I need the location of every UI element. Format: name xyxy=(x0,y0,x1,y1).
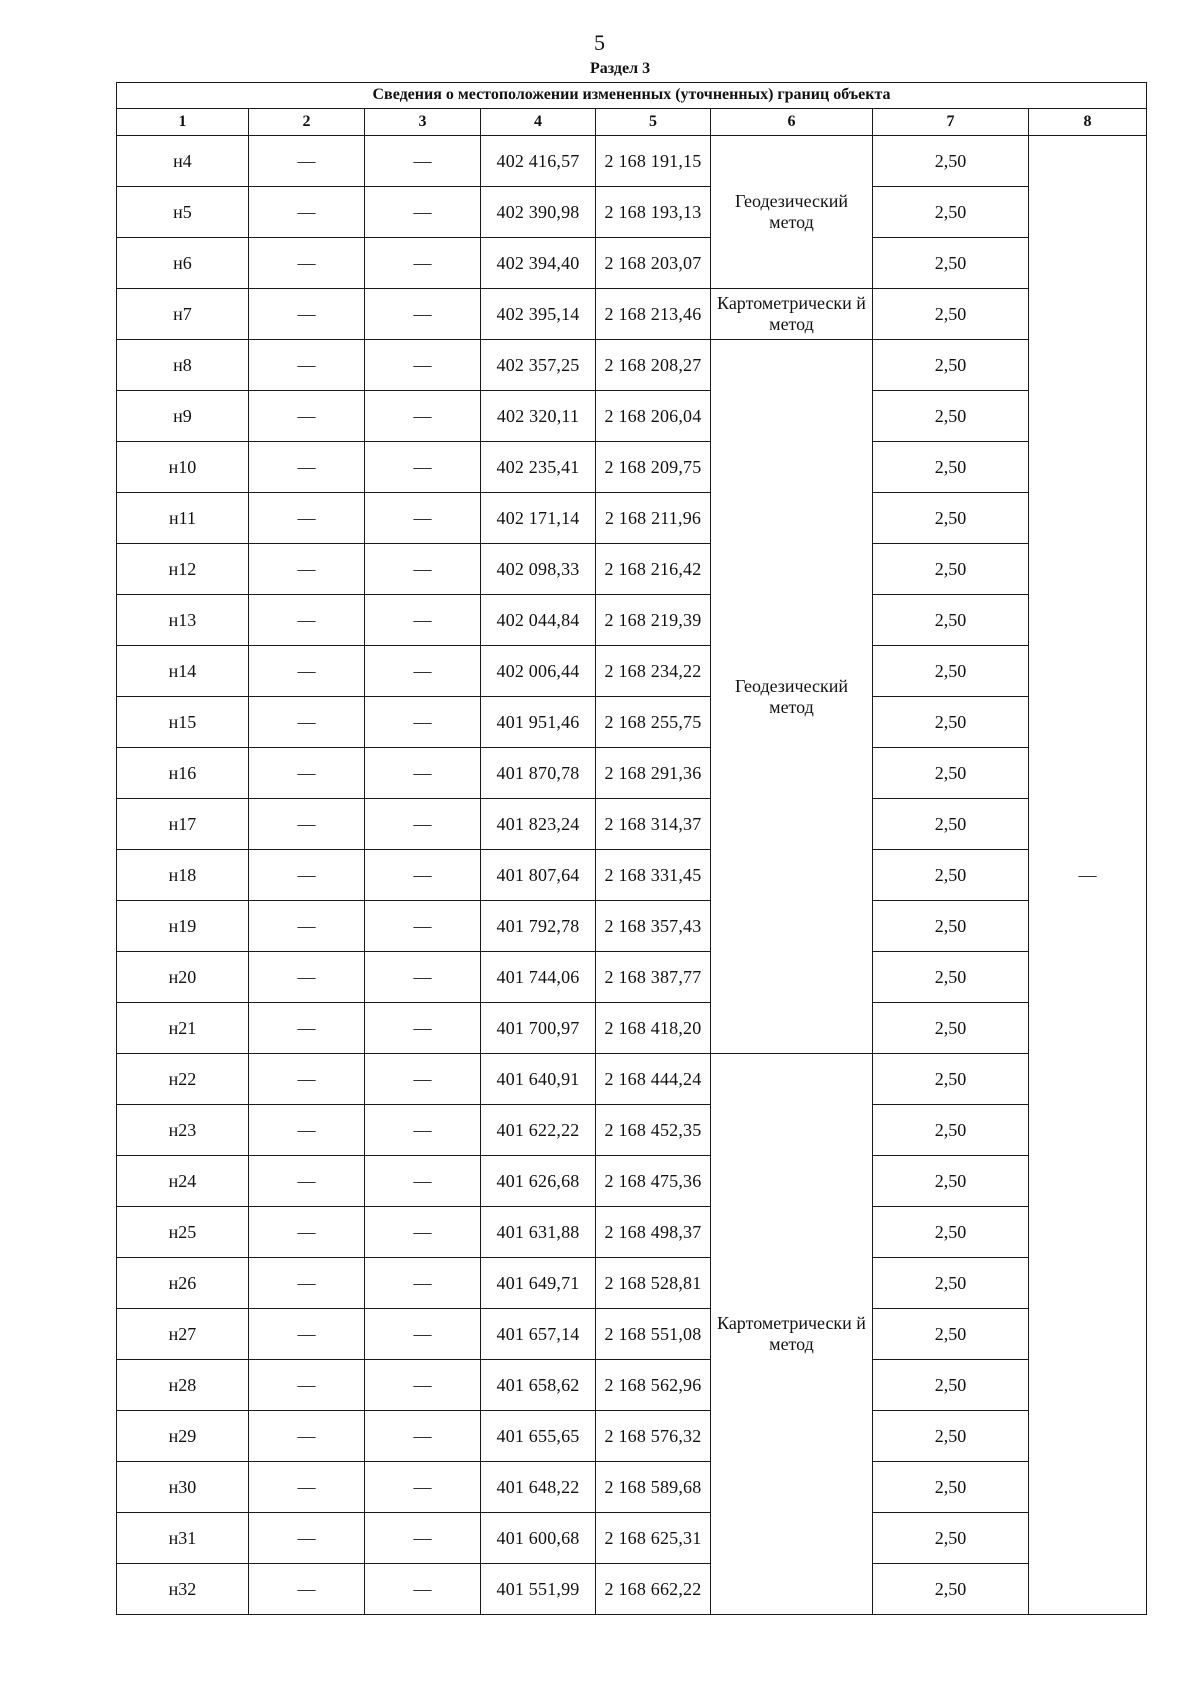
column-3-cell: — xyxy=(365,799,481,850)
point-name-cell: н16 xyxy=(117,748,249,799)
column-2-cell: — xyxy=(249,340,365,391)
column-3-cell: — xyxy=(365,901,481,952)
point-name-cell: н23 xyxy=(117,1105,249,1156)
column-2-cell: — xyxy=(249,442,365,493)
column-2-cell: — xyxy=(249,1462,365,1513)
column-2-cell: — xyxy=(249,1003,365,1054)
y-coordinate-cell: 2 168 576,32 xyxy=(596,1411,711,1462)
column-2-cell: — xyxy=(249,1411,365,1462)
column-2-cell: — xyxy=(249,1105,365,1156)
table-row xyxy=(117,952,1147,1003)
x-coordinate-cell: 401 700,97 xyxy=(481,1003,596,1054)
column-number-row xyxy=(117,109,1147,136)
y-coordinate-cell: 2 168 562,96 xyxy=(596,1360,711,1411)
accuracy-cell: 2,50 xyxy=(873,1411,1029,1462)
accuracy-cell: 2,50 xyxy=(873,1054,1029,1105)
column-3-cell: — xyxy=(365,1258,481,1309)
column-3-cell: — xyxy=(365,493,481,544)
accuracy-cell: 2,50 xyxy=(873,1564,1029,1615)
x-coordinate-cell: 402 394,40 xyxy=(481,238,596,289)
x-coordinate-cell: 401 951,46 xyxy=(481,697,596,748)
column-2-cell: — xyxy=(249,1258,365,1309)
y-coordinate-cell: 2 168 475,36 xyxy=(596,1156,711,1207)
table-row xyxy=(117,136,1147,187)
accuracy-cell: 2,50 xyxy=(873,187,1029,238)
column-2-cell: — xyxy=(249,1360,365,1411)
column-3-cell: — xyxy=(365,1411,481,1462)
y-coordinate-cell: 2 168 444,24 xyxy=(596,1054,711,1105)
column-3-cell: — xyxy=(365,748,481,799)
x-coordinate-cell: 401 600,68 xyxy=(481,1513,596,1564)
column-number: 4 xyxy=(481,109,596,136)
x-coordinate-cell: 402 320,11 xyxy=(481,391,596,442)
accuracy-cell: 2,50 xyxy=(873,1003,1029,1054)
x-coordinate-cell: 401 658,62 xyxy=(481,1360,596,1411)
column-3-cell: — xyxy=(365,1105,481,1156)
table-row xyxy=(117,442,1147,493)
table-row xyxy=(117,1156,1147,1207)
table-row xyxy=(117,850,1147,901)
point-name-cell: н9 xyxy=(117,391,249,442)
x-coordinate-cell: 401 631,88 xyxy=(481,1207,596,1258)
x-coordinate-cell: 402 006,44 xyxy=(481,646,596,697)
column-2-cell: — xyxy=(249,1564,365,1615)
table-row xyxy=(117,544,1147,595)
accuracy-cell: 2,50 xyxy=(873,1258,1029,1309)
accuracy-cell: 2,50 xyxy=(873,901,1029,952)
accuracy-cell: 2,50 xyxy=(873,850,1029,901)
x-coordinate-cell: 402 357,25 xyxy=(481,340,596,391)
accuracy-cell: 2,50 xyxy=(873,748,1029,799)
column-number: 6 xyxy=(711,109,873,136)
method-cell: Картометрически й метод xyxy=(711,1054,873,1615)
x-coordinate-cell: 401 807,64 xyxy=(481,850,596,901)
table-row xyxy=(117,748,1147,799)
x-coordinate-cell: 401 551,99 xyxy=(481,1564,596,1615)
x-coordinate-cell: 402 171,14 xyxy=(481,493,596,544)
column-3-cell: — xyxy=(365,850,481,901)
point-name-cell: н17 xyxy=(117,799,249,850)
column-3-cell: — xyxy=(365,1564,481,1615)
column-2-cell: — xyxy=(249,238,365,289)
point-name-cell: н8 xyxy=(117,340,249,391)
table-row xyxy=(117,1564,1147,1615)
column-2-cell: — xyxy=(249,1309,365,1360)
column-number: 1 xyxy=(117,109,249,136)
accuracy-cell: 2,50 xyxy=(873,697,1029,748)
column-3-cell: — xyxy=(365,1462,481,1513)
y-coordinate-cell: 2 168 255,75 xyxy=(596,697,711,748)
point-name-cell: н18 xyxy=(117,850,249,901)
table-row xyxy=(117,1309,1147,1360)
table-row xyxy=(117,187,1147,238)
x-coordinate-cell: 401 655,65 xyxy=(481,1411,596,1462)
column-2-cell: — xyxy=(249,952,365,1003)
y-coordinate-cell: 2 168 193,13 xyxy=(596,187,711,238)
y-coordinate-cell: 2 168 551,08 xyxy=(596,1309,711,1360)
y-coordinate-cell: 2 168 357,43 xyxy=(596,901,711,952)
accuracy-cell: 2,50 xyxy=(873,493,1029,544)
column-2-cell: — xyxy=(249,646,365,697)
column-number: 7 xyxy=(873,109,1029,136)
accuracy-cell: 2,50 xyxy=(873,799,1029,850)
accuracy-cell: 2,50 xyxy=(873,340,1029,391)
x-coordinate-cell: 402 416,57 xyxy=(481,136,596,187)
table-row xyxy=(117,1054,1147,1105)
y-coordinate-cell: 2 168 203,07 xyxy=(596,238,711,289)
column-3-cell: — xyxy=(365,1309,481,1360)
point-name-cell: н21 xyxy=(117,1003,249,1054)
column-3-cell: — xyxy=(365,1513,481,1564)
point-name-cell: н19 xyxy=(117,901,249,952)
method-cell: Геодезический метод xyxy=(711,340,873,1054)
x-coordinate-cell: 402 098,33 xyxy=(481,544,596,595)
column-3-cell: — xyxy=(365,1054,481,1105)
column-2-cell: — xyxy=(249,799,365,850)
column-3-cell: — xyxy=(365,187,481,238)
column-8-cell: — xyxy=(1029,136,1147,1615)
table-row xyxy=(117,238,1147,289)
accuracy-cell: 2,50 xyxy=(873,952,1029,1003)
column-3-cell: — xyxy=(365,646,481,697)
table-row xyxy=(117,646,1147,697)
y-coordinate-cell: 2 168 209,75 xyxy=(596,442,711,493)
table-row xyxy=(117,391,1147,442)
x-coordinate-cell: 402 395,14 xyxy=(481,289,596,340)
point-name-cell: н30 xyxy=(117,1462,249,1513)
column-3-cell: — xyxy=(365,1003,481,1054)
y-coordinate-cell: 2 168 331,45 xyxy=(596,850,711,901)
point-name-cell: н32 xyxy=(117,1564,249,1615)
table-row xyxy=(117,340,1147,391)
y-coordinate-cell: 2 168 291,36 xyxy=(596,748,711,799)
column-3-cell: — xyxy=(365,595,481,646)
x-coordinate-cell: 401 648,22 xyxy=(481,1462,596,1513)
point-name-cell: н12 xyxy=(117,544,249,595)
table-row xyxy=(117,697,1147,748)
table-row xyxy=(117,595,1147,646)
y-coordinate-cell: 2 168 206,04 xyxy=(596,391,711,442)
point-name-cell: н22 xyxy=(117,1054,249,1105)
y-coordinate-cell: 2 168 191,15 xyxy=(596,136,711,187)
column-2-cell: — xyxy=(249,136,365,187)
point-name-cell: н26 xyxy=(117,1258,249,1309)
column-3-cell: — xyxy=(365,136,481,187)
accuracy-cell: 2,50 xyxy=(873,1105,1029,1156)
accuracy-cell: 2,50 xyxy=(873,1462,1029,1513)
point-name-cell: н28 xyxy=(117,1360,249,1411)
table-row xyxy=(117,1462,1147,1513)
table-row xyxy=(117,901,1147,952)
y-coordinate-cell: 2 168 498,37 xyxy=(596,1207,711,1258)
table-row xyxy=(117,799,1147,850)
column-2-cell: — xyxy=(249,1207,365,1258)
column-3-cell: — xyxy=(365,1156,481,1207)
accuracy-cell: 2,50 xyxy=(873,646,1029,697)
accuracy-cell: 2,50 xyxy=(873,1360,1029,1411)
y-coordinate-cell: 2 168 213,46 xyxy=(596,289,711,340)
table-caption: Сведения о местоположении измененных (уточненных) границ объекта xyxy=(117,83,1147,109)
accuracy-cell: 2,50 xyxy=(873,1156,1029,1207)
table-row xyxy=(117,1105,1147,1156)
column-3-cell: — xyxy=(365,697,481,748)
method-cell: Геодезический метод xyxy=(711,136,873,289)
x-coordinate-cell: 402 235,41 xyxy=(481,442,596,493)
x-coordinate-cell: 401 870,78 xyxy=(481,748,596,799)
column-3-cell: — xyxy=(365,1360,481,1411)
table-body xyxy=(117,136,1147,1615)
column-2-cell: — xyxy=(249,748,365,799)
x-coordinate-cell: 401 649,71 xyxy=(481,1258,596,1309)
column-2-cell: — xyxy=(249,850,365,901)
x-coordinate-cell: 401 744,06 xyxy=(481,952,596,1003)
column-number: 3 xyxy=(365,109,481,136)
column-2-cell: — xyxy=(249,391,365,442)
column-2-cell: — xyxy=(249,697,365,748)
table-row xyxy=(117,1360,1147,1411)
x-coordinate-cell: 402 390,98 xyxy=(481,187,596,238)
page-number: 5 xyxy=(594,30,605,55)
y-coordinate-cell: 2 168 528,81 xyxy=(596,1258,711,1309)
y-coordinate-cell: 2 168 418,20 xyxy=(596,1003,711,1054)
y-coordinate-cell: 2 168 589,68 xyxy=(596,1462,711,1513)
point-name-cell: н11 xyxy=(117,493,249,544)
point-name-cell: н7 xyxy=(117,289,249,340)
point-name-cell: н27 xyxy=(117,1309,249,1360)
accuracy-cell: 2,50 xyxy=(873,136,1029,187)
column-3-cell: — xyxy=(365,952,481,1003)
point-name-cell: н29 xyxy=(117,1411,249,1462)
y-coordinate-cell: 2 168 234,22 xyxy=(596,646,711,697)
point-name-cell: н13 xyxy=(117,595,249,646)
y-coordinate-cell: 2 168 219,39 xyxy=(596,595,711,646)
column-2-cell: — xyxy=(249,493,365,544)
accuracy-cell: 2,50 xyxy=(873,1207,1029,1258)
column-3-cell: — xyxy=(365,391,481,442)
column-2-cell: — xyxy=(249,187,365,238)
y-coordinate-cell: 2 168 452,35 xyxy=(596,1105,711,1156)
table-row xyxy=(117,1513,1147,1564)
column-2-cell: — xyxy=(249,1156,365,1207)
point-name-cell: н14 xyxy=(117,646,249,697)
accuracy-cell: 2,50 xyxy=(873,442,1029,493)
accuracy-cell: 2,50 xyxy=(873,1309,1029,1360)
table-row xyxy=(117,1207,1147,1258)
column-2-cell: — xyxy=(249,289,365,340)
accuracy-cell: 2,50 xyxy=(873,595,1029,646)
x-coordinate-cell: 401 657,14 xyxy=(481,1309,596,1360)
point-name-cell: н20 xyxy=(117,952,249,1003)
point-name-cell: н10 xyxy=(117,442,249,493)
column-2-cell: — xyxy=(249,1513,365,1564)
section-title: Раздел 3 xyxy=(590,60,651,77)
y-coordinate-cell: 2 168 211,96 xyxy=(596,493,711,544)
point-name-cell: н4 xyxy=(117,136,249,187)
x-coordinate-cell: 401 640,91 xyxy=(481,1054,596,1105)
accuracy-cell: 2,50 xyxy=(873,289,1029,340)
x-coordinate-cell: 401 792,78 xyxy=(481,901,596,952)
column-3-cell: — xyxy=(365,238,481,289)
column-number: 5 xyxy=(596,109,711,136)
y-coordinate-cell: 2 168 216,42 xyxy=(596,544,711,595)
x-coordinate-cell: 401 622,22 xyxy=(481,1105,596,1156)
point-name-cell: н5 xyxy=(117,187,249,238)
table-row xyxy=(117,289,1147,340)
accuracy-cell: 2,50 xyxy=(873,391,1029,442)
column-3-cell: — xyxy=(365,289,481,340)
y-coordinate-cell: 2 168 662,22 xyxy=(596,1564,711,1615)
column-3-cell: — xyxy=(365,340,481,391)
column-2-cell: — xyxy=(249,1054,365,1105)
column-3-cell: — xyxy=(365,442,481,493)
point-name-cell: н15 xyxy=(117,697,249,748)
y-coordinate-cell: 2 168 625,31 xyxy=(596,1513,711,1564)
accuracy-cell: 2,50 xyxy=(873,1513,1029,1564)
column-2-cell: — xyxy=(249,544,365,595)
point-name-cell: н6 xyxy=(117,238,249,289)
column-2-cell: — xyxy=(249,901,365,952)
point-name-cell: н31 xyxy=(117,1513,249,1564)
x-coordinate-cell: 402 044,84 xyxy=(481,595,596,646)
boundary-coordinates-table xyxy=(116,82,1147,1615)
column-3-cell: — xyxy=(365,544,481,595)
column-number: 2 xyxy=(249,109,365,136)
table-row xyxy=(117,1411,1147,1462)
x-coordinate-cell: 401 626,68 xyxy=(481,1156,596,1207)
method-cell: Картометрически й метод xyxy=(711,289,873,340)
accuracy-cell: 2,50 xyxy=(873,544,1029,595)
y-coordinate-cell: 2 168 208,27 xyxy=(596,340,711,391)
y-coordinate-cell: 2 168 387,77 xyxy=(596,952,711,1003)
table-row xyxy=(117,1258,1147,1309)
table-row xyxy=(117,1003,1147,1054)
x-coordinate-cell: 401 823,24 xyxy=(481,799,596,850)
table-row xyxy=(117,493,1147,544)
y-coordinate-cell: 2 168 314,37 xyxy=(596,799,711,850)
point-name-cell: н25 xyxy=(117,1207,249,1258)
accuracy-cell: 2,50 xyxy=(873,238,1029,289)
column-number: 8 xyxy=(1029,109,1147,136)
column-3-cell: — xyxy=(365,1207,481,1258)
point-name-cell: н24 xyxy=(117,1156,249,1207)
column-2-cell: — xyxy=(249,595,365,646)
